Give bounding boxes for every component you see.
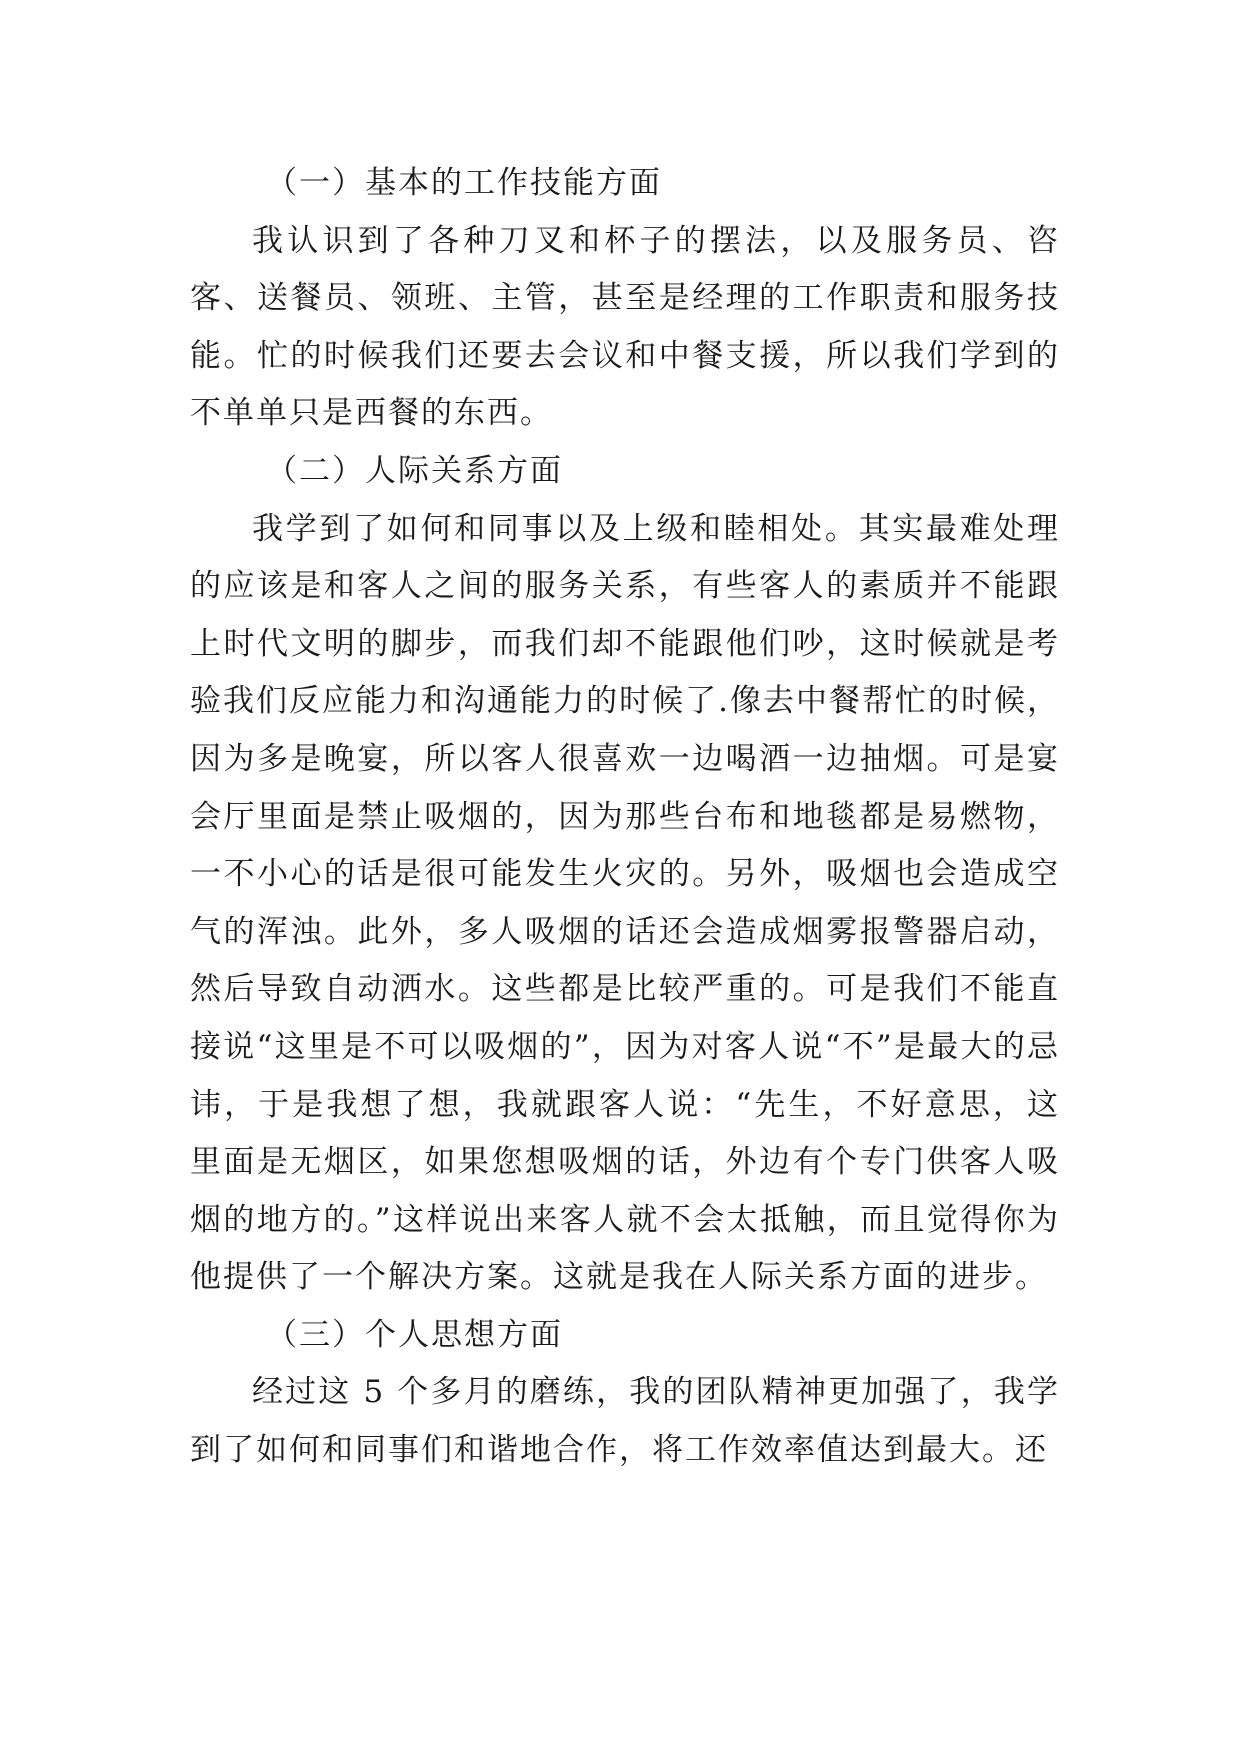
section-paragraph-personal-thoughts: 经过这 5 个多月的磨练，我的团队精神更加强了，我学到了如何和同事们和谐地合作，将工作效率值达到最大。还 (190, 1374, 1060, 1469)
section-heading-personal-thoughts: （三）个人思想方面 (266, 1316, 563, 1353)
section-heading-interpersonal: （二）人际关系方面 (266, 452, 563, 489)
section-heading-basic-skills: （一）基本的工作技能方面 (266, 165, 662, 201)
document-body (190, 155, 1060, 1480)
section-paragraph-interpersonal: 我学到了如何和同事以及上级和睦相处。其实最难处理的应该是和客人之间的服务关系，有些客人的素质并不能跟上时代文明的脚步，而我们却不能跟他们吵，这时候就是考验我们反应能力和沟通能力的时候了.像去中餐帮忙的时候，因为多是晚宴，所以客人很喜欢一边喝酒一边抽烟。可是宴会厅里面是禁止吸烟的，因为那些台布和地毯都是易燃物，一不小心的话是很可能发生火灾的。另外，吸烟也会造成空气的浑浊。此外，多人吸烟的话还会造成烟雾报警器启动，然后导致自动洒水。这些都是比较严重的。可是我们不能直接说“这里是不可以吸烟的”，因为对客人说“不”是最大的忌讳，于是我想了想，我就跟客人说：“先生，不好意思，这里面是无烟区，如果您想吸烟的话，外边有个专门供客人吸烟的地方的。”这样说出来客人就不会太抵触，而且觉得你为他提供了一个解决方案。这就是我在人际关系方面的进步。 (190, 510, 1060, 1296)
section-paragraph-basic-skills: 我认识到了各种刀叉和杯子的摆法，以及服务员、咨客、送餐员、领班、主管，甚至是经理的工作职责和服务技能。忙的时候我们还要去会议和中餐支援，所以我们学到的不单单只是西餐的东西。 (190, 222, 1060, 432)
